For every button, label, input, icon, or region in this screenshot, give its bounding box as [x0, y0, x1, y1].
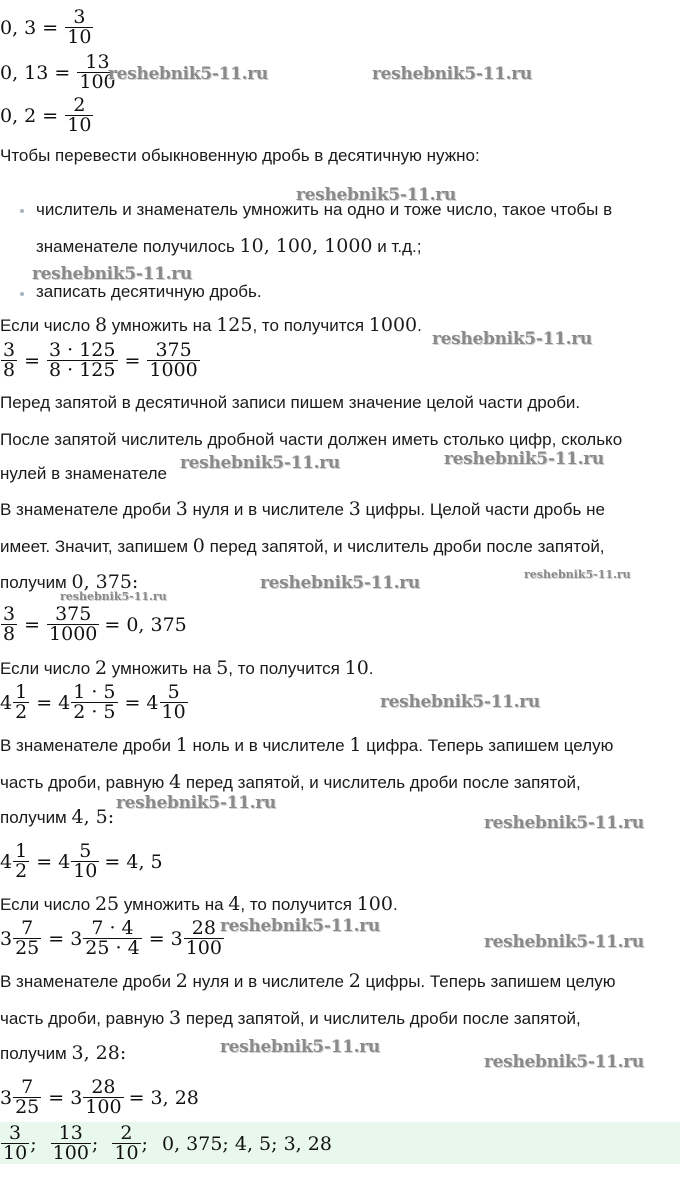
watermark: reshebnik5-11.ru — [116, 793, 276, 813]
paragraph-3-zeros-2: имеет. Значит, запишем 0 перед запятой, и числитель дроби после запятой, — [0, 535, 605, 557]
equation-3-7-25-expand: 3 $\frac{7}{25}$ = 3 $\frac{7 \cdot 4}{25 \cdot 4}$ = 3 $\frac{28}{100}$ — [0, 917, 222, 959]
watermark: reshebnik5-11.ru — [484, 1052, 644, 1072]
bullet-1-line-2: знаменателе получилось 10, 100, 1000 и т.д.; — [36, 235, 422, 257]
equation-4-1-2-expand: 4 $\frac{1}{2}$ = 4 $\frac{1 \cdot 5}{2 \cdot 5}$ = 4 $\frac{5}{10}$ — [0, 681, 186, 723]
equation-4-1-2-result: 4 $\frac{1}{2}$ = 4 $\frac{5}{10}$ = 4, 5 — [0, 840, 163, 882]
paragraph-integer-part: Перед запятой в десятичной записи пишем значение целой части дроби. — [0, 393, 581, 412]
watermark: reshebnik5-11.ru — [484, 932, 644, 952]
paragraph-after-comma-2: нулей в знаменателе — [0, 464, 167, 483]
watermark: reshebnik5-11.ru — [484, 813, 644, 833]
watermark: reshebnik5-11.ru — [372, 64, 532, 84]
watermark: reshebnik5-11.ru — [180, 453, 340, 473]
paragraph-1-zero-3: получим 4, 5: — [0, 806, 115, 828]
watermark: reshebnik5-11.ru — [432, 329, 592, 349]
fraction-13-100: $\frac{13}{100}$ — [79, 51, 116, 93]
watermark: reshebnik5-11.ru — [296, 185, 456, 205]
answer-box — [0, 1122, 680, 1164]
watermark: reshebnik5-11.ru — [380, 692, 540, 712]
bullet-dot — [20, 209, 24, 213]
equation-3-8-expand: $\frac{3}{8}$ = $\frac{3 \cdot 125}{8 \cdot 125}$ = $\frac{375}{1000}$ — [3, 339, 198, 381]
paragraph-multiply-2: Если число 2 умножить на 5, то получится 10. — [0, 657, 374, 679]
intro-paragraph: Чтобы перевести обыкновенную дробь в десятичную нужно: — [0, 146, 480, 165]
paragraph-1-zero-2: часть дроби, равную 4 перед запятой, и числитель дроби после запятой, — [0, 771, 581, 793]
paragraph-3-zeros-1: В знаменателе дроби 3 нуля и в числителе 3 цифры. Целой части дробь не — [0, 498, 605, 520]
paragraph-multiply-25: Если число 25 умножить на 4, то получится 100. — [0, 893, 398, 915]
watermark: reshebnik5-11.ru — [108, 64, 268, 84]
bullet-2: записать десятичную дробь. — [36, 282, 262, 301]
watermark: reshebnik5-11.ru — [524, 568, 631, 581]
paragraph-2-zeros-3: получим 3, 28: — [0, 1042, 127, 1064]
fraction-3-10: $\frac{3}{10}$ — [67, 6, 92, 48]
bullet-dot — [20, 292, 24, 296]
paragraph-multiply-8: Если число 8 умножить на 125, то получится 1000. — [0, 314, 422, 336]
paragraph-3-zeros-3: получим 0, 375: — [0, 571, 139, 593]
paragraph-2-zeros-1: В знаменателе дроби 2 нуля и в числителе 2 цифры. Теперь запишем целую — [0, 970, 616, 992]
paragraph-1-zero-1: В знаменателе дроби 1 ноль и в числителе 1 цифра. Теперь запишем целую — [0, 734, 614, 756]
equation-0-13: 0, 13 = $\frac{13}{100}$ — [0, 51, 116, 93]
fraction-2-10: $\frac{2}{10}$ — [67, 94, 92, 136]
bullet-1-line-1: числитель и знаменатель умножить на одно и тоже число, такое чтобы в — [36, 200, 613, 219]
watermark: reshebnik5-11.ru — [444, 449, 604, 469]
watermark: reshebnik5-11.ru — [220, 916, 380, 936]
watermark: reshebnik5-11.ru — [260, 573, 420, 593]
paragraph-2-zeros-2: часть дроби, равную 3 перед запятой, и числитель дроби после запятой, — [0, 1007, 581, 1029]
paragraph-after-comma-1: После запятой числитель дробной части должен иметь столько цифр, сколько — [0, 430, 623, 449]
watermark: reshebnik5-11.ru — [60, 590, 167, 603]
equation-0-2: 0, 2 = $\frac{2}{10}$ — [0, 94, 92, 136]
watermark: reshebnik5-11.ru — [32, 264, 192, 284]
answer-line: $\frac{3}{10}$ ; $\frac{13}{100}$ ; $\frac{2}{10}$ ; 0, 375; 4, 5; 3, 28 — [3, 1122, 332, 1164]
watermark: reshebnik5-11.ru — [220, 1037, 380, 1057]
equation-3-8-result: $\frac{3}{8}$ = $\frac{375}{1000}$ = 0, 375 — [3, 603, 187, 645]
equation-3-7-25-result: 3 $\frac{7}{25}$ = 3 $\frac{28}{100}$ = 3, 28 — [0, 1076, 199, 1118]
equation-0-3: 0, 3 = $\frac{3}{10}$ — [0, 6, 92, 48]
